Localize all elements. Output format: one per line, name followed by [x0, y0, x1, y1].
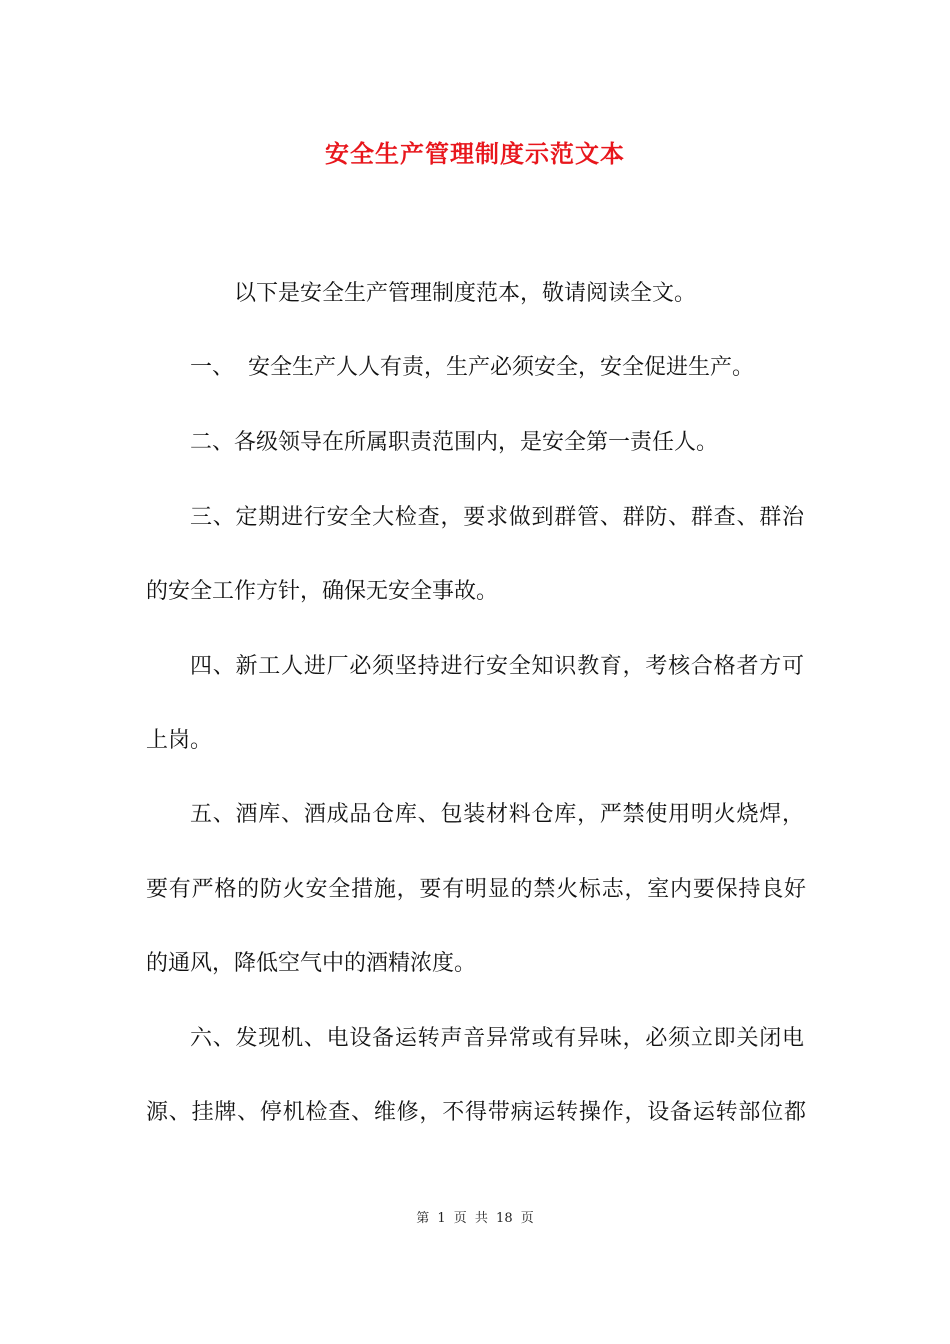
- page-number-footer: 第 1 页 共 18 页: [416, 1211, 534, 1226]
- item-4-line-1: 四、新工人进厂必须坚持进行安全知识教育，考核合格者方可: [190, 654, 804, 679]
- item-6-line-2: 源、挂牌、停机检查、维修，不得带病运转操作，设备运转部位都: [146, 1100, 806, 1125]
- item-1-line: 一、 安全生产人人有责，生产必须安全，安全促进生产。: [190, 355, 754, 380]
- page-title: 安全生产管理制度示范文本: [325, 139, 625, 168]
- item-5-line-2: 要有严格的防火安全措施，要有明显的禁火标志，室内要保持良好: [146, 877, 806, 902]
- item-5-line-3: 的通风，降低空气中的酒精浓度。: [146, 951, 477, 976]
- item-3-line-2: 的安全工作方针，确保无安全事故。: [146, 579, 499, 604]
- item-3-line-1: 三、定期进行安全大检查，要求做到群管、群防、群查、群治: [190, 505, 804, 530]
- item-4-line-2: 上岗。: [146, 728, 213, 753]
- item-5-line-1: 五、酒库、酒成品仓库、包装材料仓库，严禁使用明火烧焊，: [190, 802, 804, 827]
- item-6-line-1: 六、发现机、电设备运转声音异常或有异味，必须立即关闭电: [190, 1026, 804, 1051]
- intro-line: 以下是安全生产管理制度范本，敬请阅读全文。: [234, 281, 697, 306]
- item-2-line: 二、各级领导在所属职责范围内，是安全第一责任人。: [190, 430, 719, 455]
